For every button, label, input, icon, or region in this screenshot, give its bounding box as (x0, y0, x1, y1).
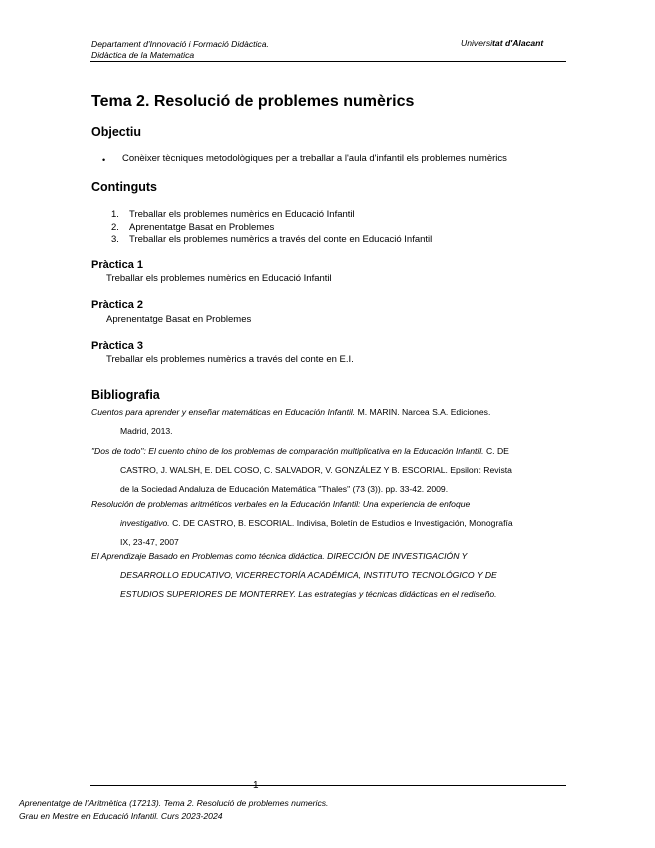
objectiu-item: Conèixer tècniques metodològiques per a treballar a l'aula d'infantil els problemes numèrics (122, 153, 507, 164)
footer-line-2: Grau en Mestre en Educació Infantil. Curs 2023-2024 (19, 811, 223, 821)
continguts-number-2: 2. (111, 222, 119, 233)
bib-entry-3 (91, 495, 569, 552)
header-univ-prefix: Universi (461, 38, 493, 48)
bullet-icon: • (102, 155, 106, 165)
header-university (461, 38, 543, 48)
bib-entry-4-line-1: DESARROLLO EDUCATIVO, VICERRECTORÍA ACADÉMICA, INSTITUTO TECNOLÓGICO Y DE (120, 570, 497, 580)
continguts-item-1: Treballar els problemes numèrics en Educació Infantil (129, 209, 355, 220)
footer-rule (90, 785, 566, 786)
header-department (91, 39, 269, 61)
bib-entry-1 (91, 403, 569, 441)
continguts-heading: Continguts (91, 180, 157, 194)
bib-entry-2-title: "Dos de todo": El cuento chino de los problemas de comparación multiplicativa en la Educación Infantil. (91, 446, 484, 456)
practica-3-heading: Pràctica 3 (91, 340, 143, 352)
bib-entry-2-rest: C. DE (483, 446, 509, 456)
practica-1-text: Treballar els problemes numèrics en Educació Infantil (106, 273, 332, 284)
header-area-line: Didàctica de la Matematica (91, 50, 195, 60)
page-number: 1 (253, 780, 259, 791)
bib-entry-1-line: Madrid, 2013. (120, 426, 173, 436)
bib-entry-4 (91, 547, 569, 604)
bib-entry-4-title: El Aprendizaje Basado en Problemas como técnica didáctica. DIRECCIÓN DE INVESTIGACIÓN Y (91, 551, 468, 561)
continguts-number-3: 3. (111, 234, 119, 245)
practica-2-text: Aprenentatge Basat en Problemes (106, 314, 252, 325)
bibliografia-heading: Bibliografia (91, 388, 160, 402)
bib-entry-2 (91, 442, 569, 499)
page-title: Tema 2. Resolució de problemes numèrics (91, 93, 415, 110)
bib-entry-1-rest: M. MARIN. Narcea S.A. Ediciones. (355, 407, 491, 417)
footer-text (19, 797, 328, 823)
bib-entry-2-line-1: CASTRO, J. WALSH, E. DEL COSO, C. SALVADOR, V. GONZÁLEZ Y B. ESCORIAL. Epsilon: Revista (120, 465, 512, 475)
objectiu-heading: Objectiu (91, 125, 142, 139)
bib-entry-3-line-2: IX, 23-47, 2007 (120, 537, 179, 547)
continguts-item-3: Treballar els problemes numèrics a través del conte en Educació Infantil (129, 234, 433, 245)
bib-entry-1-title: Cuentos para aprender y enseñar matemáticas en Educación Infantil. (91, 407, 356, 417)
header-univ-suffix: tat d'Alacant (492, 38, 544, 48)
footer-line-1: Aprenentatge de l'Aritmètica (17213). Tema 2. Resolució de problemes numerics. (19, 798, 329, 808)
bib-entry-3-title-2: investigativo. (120, 518, 170, 528)
header-rule (90, 61, 566, 62)
bib-entry-3-line-1: C. DE CASTRO, B. ESCORIAL. Indivisa, Boletín de Estudios e Investigación, Monografía (169, 518, 513, 528)
practica-3-text: Treballar els problemes numèrics a través del conte en E.I. (106, 354, 354, 365)
continguts-number-1: 1. (111, 209, 119, 220)
practica-1-heading: Pràctica 1 (91, 259, 143, 271)
bib-entry-4-line-2: ESTUDIOS SUPERIORES DE MONTERREY. Las estrategias y técnicas didácticas en el rediseño. (120, 589, 497, 599)
practica-2-heading: Pràctica 2 (91, 299, 143, 311)
continguts-item-2: Aprenentatge Basat en Problemes (129, 222, 275, 233)
bib-entry-2-line-2: de la Sociedad Andaluza de Educación Matemática "Thales" (73 (3)). pp. 33-42. 2009. (120, 484, 449, 494)
header-dept-line: Departament d'Innovació i Formació Didàctica. (91, 39, 269, 49)
bib-entry-3-title: Resolución de problemas aritméticos verbales en la Educación Infantil: Una experiencia de enfoque (91, 499, 471, 509)
